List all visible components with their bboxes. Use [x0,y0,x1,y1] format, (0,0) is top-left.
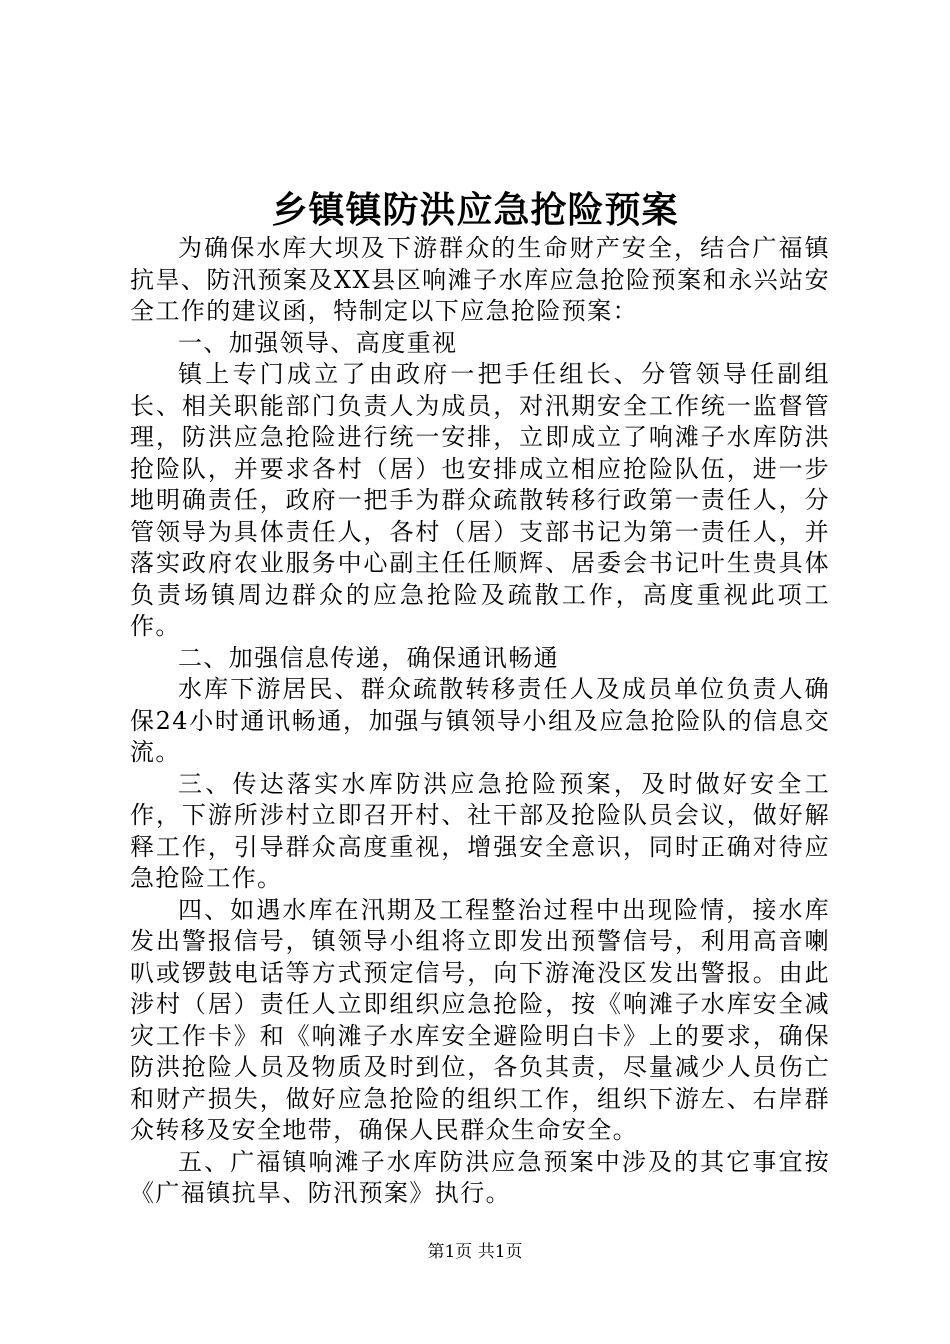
paragraph-intro: 为确保水库大坝及下游群众的生命财产安全，结合广福镇抗旱、防汛预案及XX县区响滩子水库应急抢险预案和永兴站安全工作的建议函，特制定以下应急抢险预案： [130,234,830,325]
paragraph-section-4: 四、如遇水库在汛期及工程整治过程中出现险情，接水库发出警报信号，镇领导小组将立即发出预警信号，利用高音喇叭或锣鼓电话等方式预定信号，向下游淹没区发出警报。由此涉村（居）责任人立即组织应急抢险，按《响滩子水库安全减灾工作卡》和《响滩子水库安全避险明白卡》上的要求，确保防洪抢险人员及物质及时到位，各负其责，尽量减少人员伤亡和财产损失，做好应急抢险的组织工作，组织下游左、右岸群众转移及安全地带，确保人民群众生命安全。 [130,895,830,1144]
paragraph-section-5: 五、广福镇响滩子水库防洪应急预案中涉及的其它事宜按《广福镇抗旱、防汛预案》执行。 [130,1147,830,1207]
document-body [130,233,830,1210]
section-heading-2: 二、加强信息传递，确保通讯畅通 [178,643,559,672]
paragraph-section-2: 水库下游居民、群众疏散转移责任人及成员单位负责人确保24小时通讯畅通，加强与镇领导小组及应急抢险队的信息交流。 [130,675,830,766]
section-heading-1: 一、加强领导、高度重视 [178,328,458,357]
page-footer: 第1页 共1页 [427,1242,523,1262]
paragraph-section-3: 三、传达落实水库防洪应急抢险预案，及时做好安全工作，下游所涉村立即召开村、社干部及抢险队员会议，做好解释工作，引导群众高度重视，增强安全意识，同时正确对待应急抢险工作。 [130,769,830,892]
paragraph-section-1: 镇上专门成立了由政府一把手任组长、分管领导任副组长、相关职能部门负责人为成员，对汛期安全工作统一监督管理，防洪应急抢险进行统一安排，立即成立了响滩子水库防洪抢险队，并要求各村（居）也安排成立相应抢险队伍，进一步地明确责任，政府一把手为群众疏散转移行政第一责任人，分管领导为具体责任人，各村（居）支部书记为第一责任人，并落实政府农业服务中心副主任任顺辉、居委会书记叶生贵具体负责场镇周边群众的应急抢险及疏散工作，高度重视此项工作。 [130,360,830,640]
page-title: 乡镇镇防洪应急抢险预案 [271,189,679,231]
